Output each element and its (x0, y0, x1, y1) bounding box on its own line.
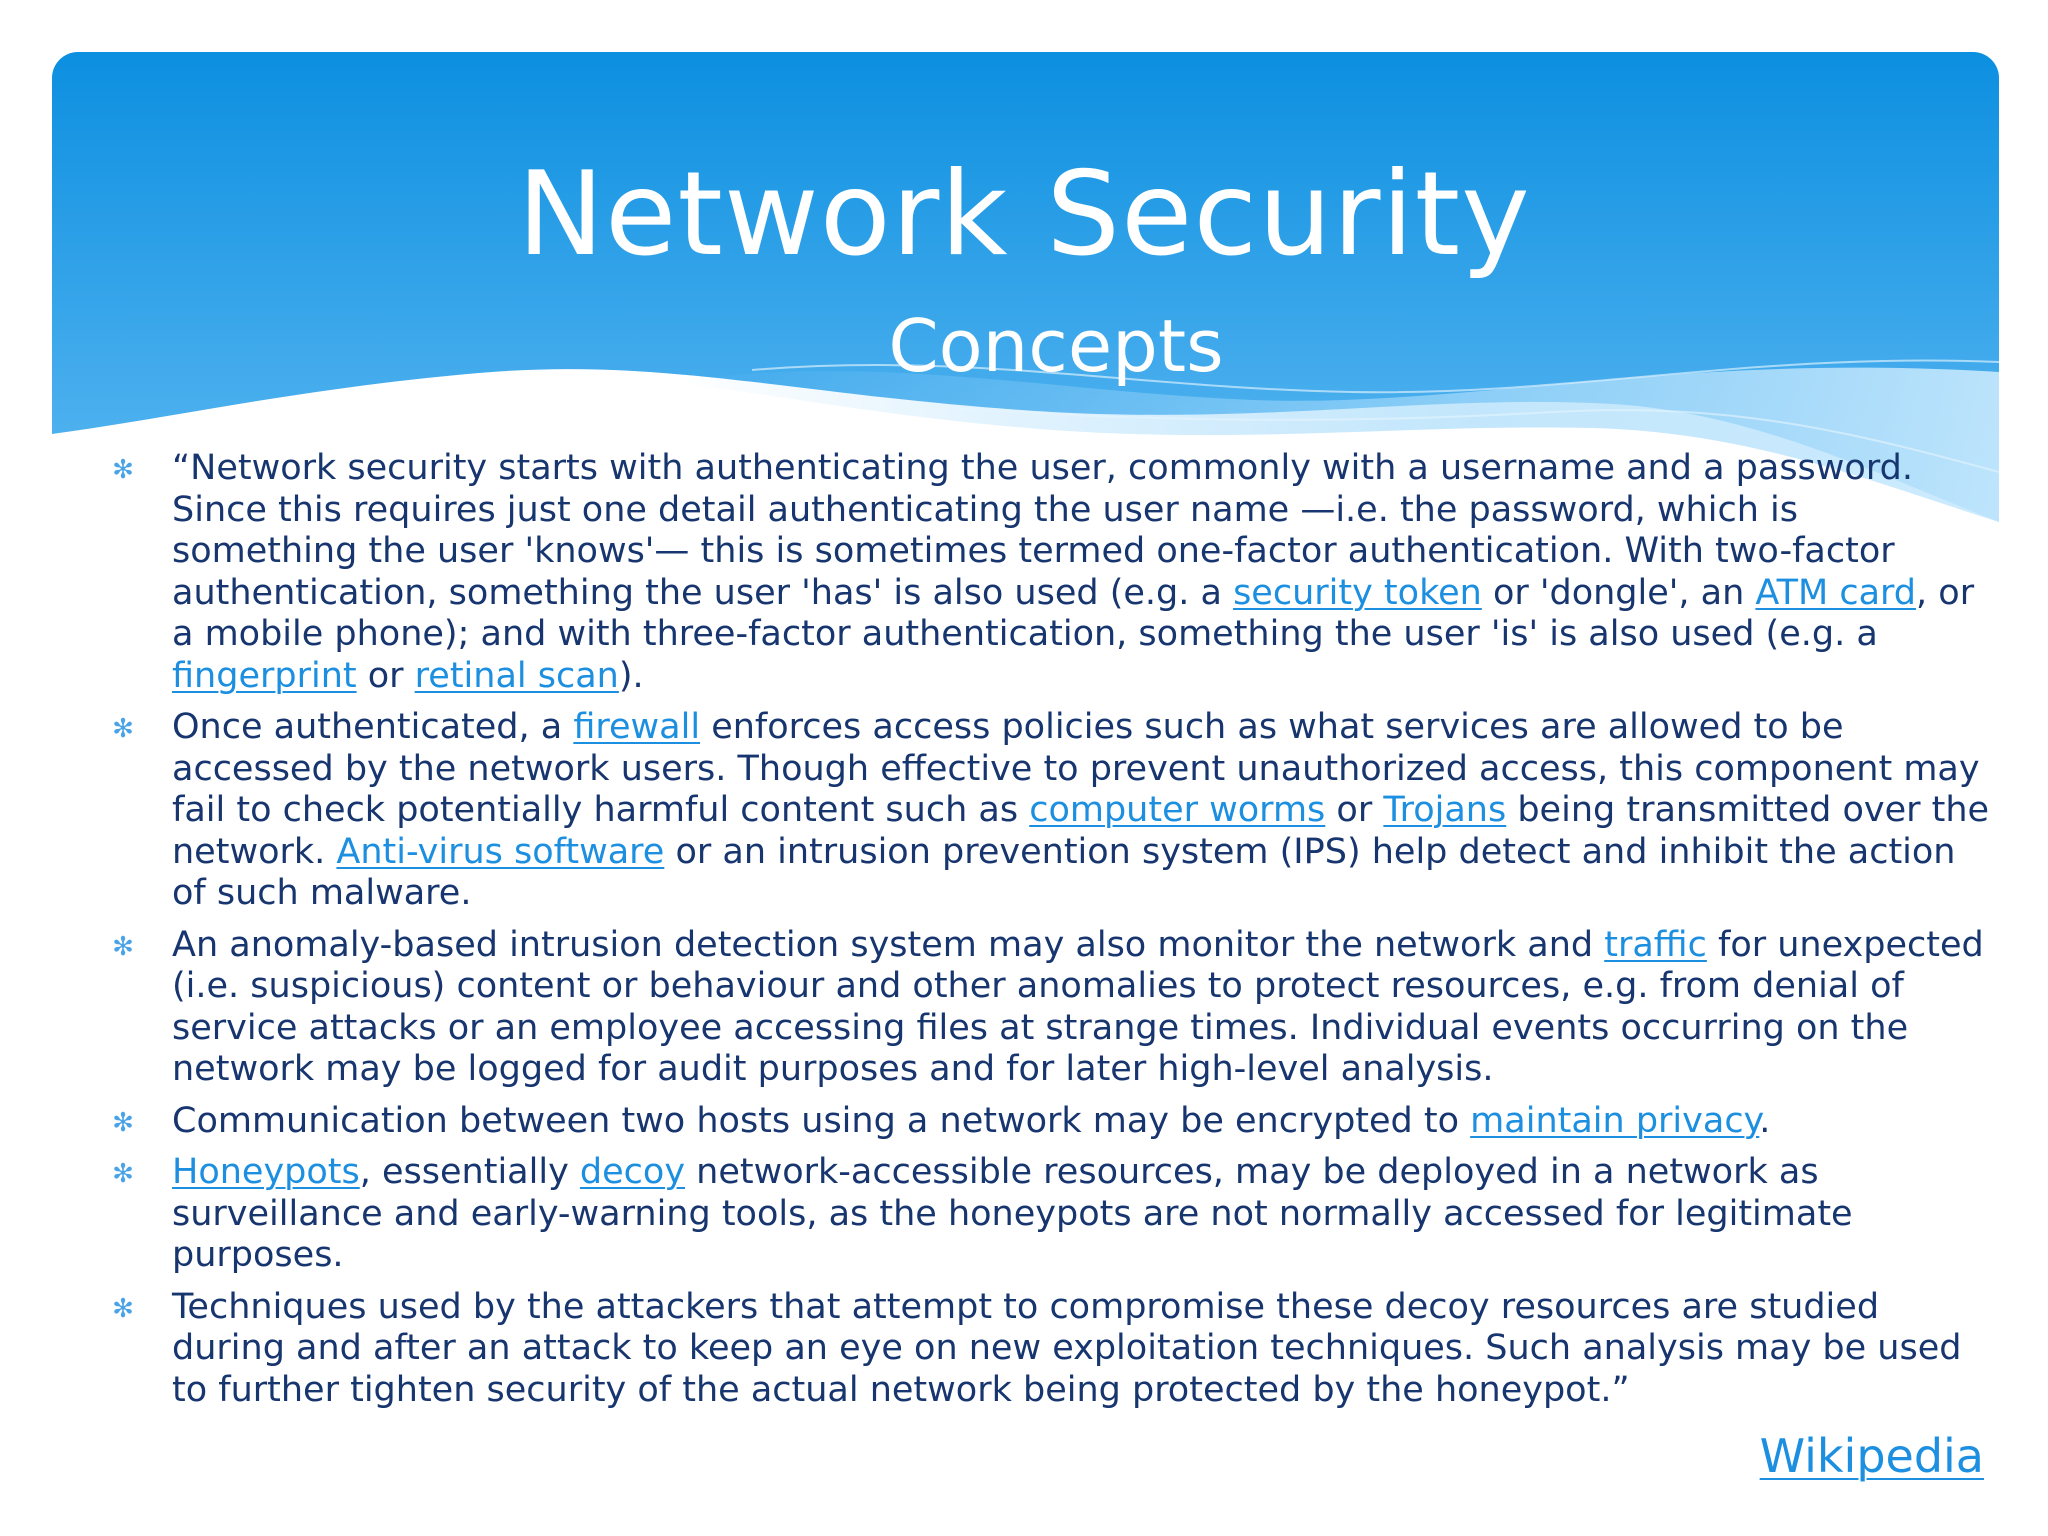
asterisk-icon: ✻ (112, 1107, 134, 1138)
link-maintain-privacy[interactable]: maintain privacy (1470, 1100, 1760, 1141)
link-traffic[interactable]: traffic (1604, 924, 1707, 965)
wikipedia-source-link[interactable]: Wikipedia (1759, 1429, 1984, 1483)
bullet-text: Communication between two hosts using a network may be encrypted to (172, 1100, 1471, 1141)
bullet-item (110, 1287, 1990, 1412)
link-retinal-scan[interactable]: retinal scan (414, 655, 619, 696)
link-decoy[interactable]: decoy (579, 1152, 686, 1192)
bullet-list (110, 448, 1990, 1421)
bullet-item (110, 1101, 1990, 1143)
link-fingerprint[interactable]: fingerprint (172, 655, 357, 696)
bullet-text: being transmitted over the network. (172, 790, 1990, 872)
asterisk-icon: ✻ (112, 931, 134, 962)
bullet-text: for unexpected (i.e. suspicious) content or behaviour and other anomalies to protect resources, e.g. from denial of service attacks or an employee accessing files at strange times. Individual events occurring on the network may be logged for audit purposes and for later high-level analysis. (172, 924, 1984, 1089)
bullet-item (110, 448, 1990, 697)
link-trojans[interactable]: Trojans (1383, 790, 1507, 830)
bullet-item (110, 1152, 1990, 1277)
link-anti-virus-software[interactable]: Anti-virus software (336, 831, 665, 872)
link-computer-worms[interactable]: computer worms (1029, 790, 1326, 830)
link-firewall[interactable]: firewall (573, 707, 701, 747)
bullet-text: or (1325, 790, 1384, 830)
bullet-text: or (356, 655, 415, 696)
bullet-text: Techniques used by the attackers that attempt to compromise these decoy resources are studied during and after an attack to keep an eye on new exploitation techniques. Such analysis may be used to further tighten security of the actual network being protected by the honeypot.” (172, 1286, 1962, 1410)
bullet-text: , essentially (359, 1152, 580, 1192)
bullet-text: network-accessible resources, may be deployed in a network as surveillance and early-warning tools, as the honeypots are not normally accessed for legitimate purposes. (172, 1152, 1853, 1275)
bullet-text: Once authenticated, a (172, 707, 574, 747)
bullet-text: ). (618, 655, 644, 696)
asterisk-icon: ✻ (112, 714, 134, 744)
bullet-text: , or a mobile phone); and with three-factor authentication, something the user 'is' is also used (e.g. a (172, 572, 1975, 654)
bullet-text: “Network security starts with authenticating the user, commonly with a username and a password. Since this requires just one detail authenticating the user name —i.e. the password, which is something the user 'knows'— this is sometimes termed one-factor authentication. With two-factor authentication, something the user 'has' is also used (e.g. a (172, 448, 1913, 613)
link-atm-card[interactable]: ATM card (1755, 572, 1917, 613)
bullet-item (110, 925, 1990, 1091)
asterisk-icon: ✻ (112, 455, 134, 485)
slide-title: Network Security (517, 147, 1531, 282)
link-honeypots[interactable]: Honeypots (172, 1152, 360, 1192)
bullet-text: enforces access policies such as what services are allowed to be accessed by the network users. Though effective to prevent unauthorized access, this component may fail to check potentially harmful content such as (172, 707, 1980, 830)
link-security-token[interactable]: security token (1233, 572, 1482, 613)
bullet-text: or 'dongle', an (1481, 572, 1756, 613)
bullet-item (110, 707, 1990, 915)
bullet-text: . (1759, 1100, 1771, 1141)
slide-subtitle: Concepts (888, 304, 1224, 388)
asterisk-icon: ✻ (112, 1159, 134, 1189)
asterisk-icon: ✻ (112, 1293, 134, 1324)
bullet-text: An anomaly-based intrusion detection system may also monitor the network and (172, 924, 1605, 965)
bullet-text: or an intrusion prevention system (IPS) help detect and inhibit the action of such malware. (172, 831, 1956, 913)
